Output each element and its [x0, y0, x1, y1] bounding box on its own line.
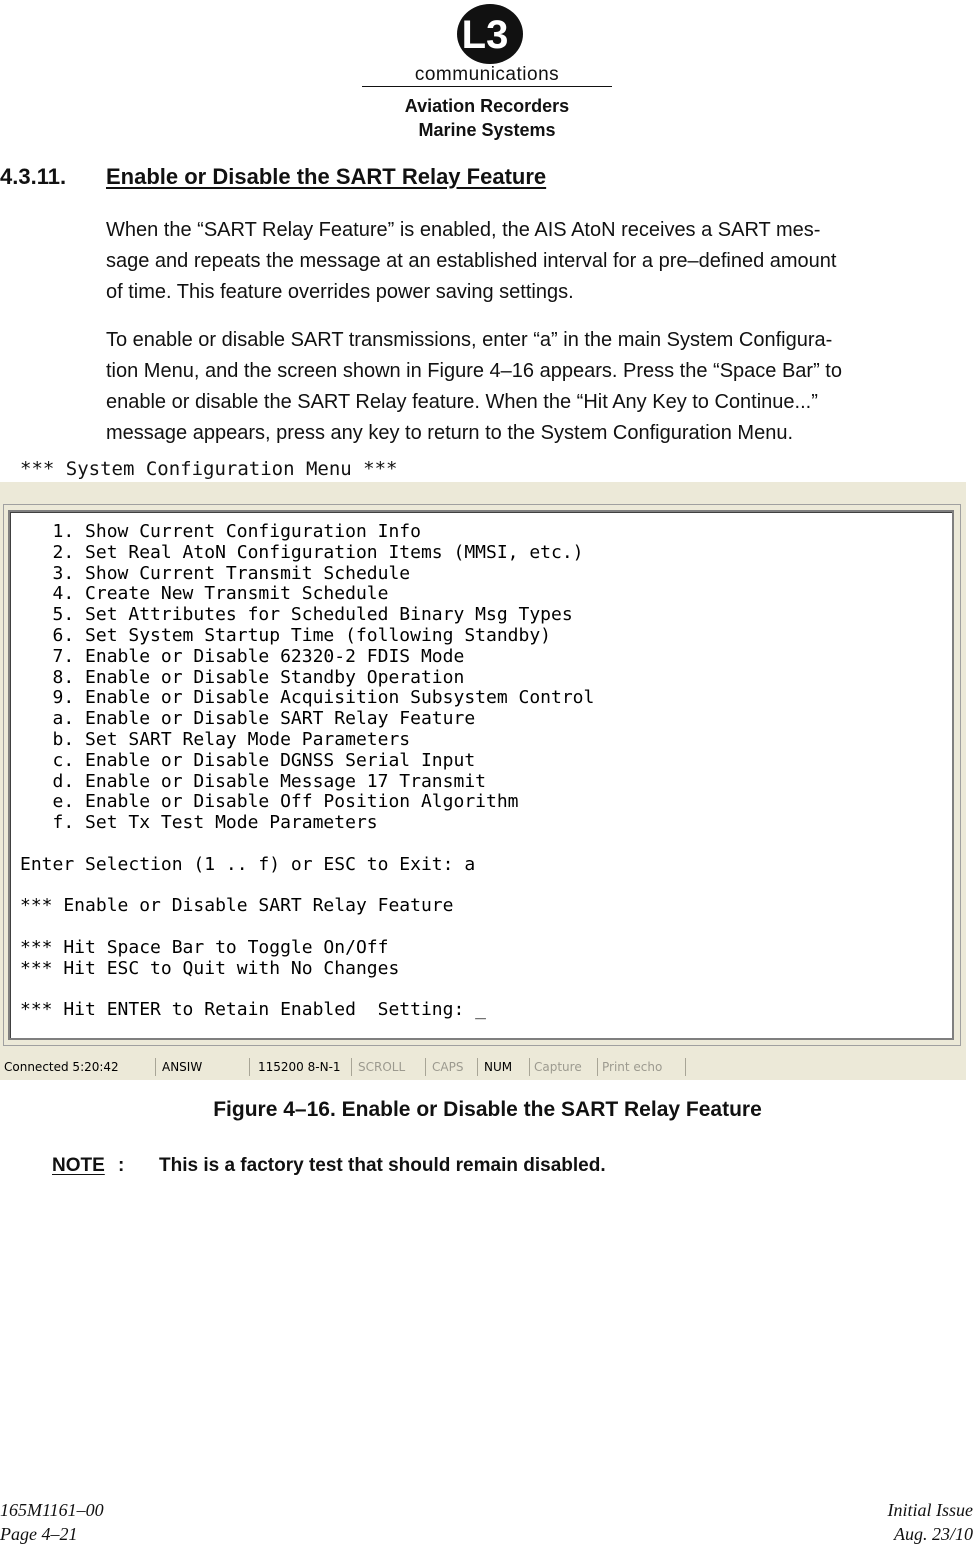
logo-mark: L3 [461, 13, 509, 57]
note-label: NOTE [52, 1155, 105, 1176]
terminal-line: b. Set SART Relay Mode Parameters [20, 728, 411, 750]
terminal-status-bar [0, 1056, 966, 1078]
terminal-line: *** Hit Space Bar to Toggle On/Off [20, 936, 389, 958]
status-scroll: SCROLL [356, 1058, 426, 1076]
terminal-line [20, 917, 594, 938]
terminal-line: 7. Enable or Disable 62320-2 FDIS Mode [20, 645, 465, 667]
status-num: NUM [482, 1058, 530, 1076]
terminal-line: *** Hit ENTER to Retain Enabled Setting: _ [20, 999, 486, 1021]
terminal-line: 4. Create New Transmit Schedule [20, 583, 389, 605]
terminal-screen[interactable] [8, 510, 954, 1040]
terminal-line: 5. Set Attributes for Scheduled Binary Msg Types [20, 604, 573, 626]
division-aviation: Aviation Recorders [404, 96, 570, 116]
terminal-line: a. Enable or Disable SART Relay Feature [20, 708, 476, 730]
terminal-line: 1. Show Current Configuration Info [20, 521, 421, 542]
terminal-line: 3. Show Current Transmit Schedule [20, 562, 411, 584]
paragraph-line: of time. This feature overrides power saving settings. [106, 281, 574, 303]
footer-doc-number: 165M1161–00 [0, 1500, 104, 1520]
section-title: Enable or Disable the SART Relay Feature [106, 164, 547, 189]
figure-caption [0, 1098, 975, 1122]
terminal-window [0, 458, 966, 1080]
status-caps: CAPS [430, 1058, 478, 1076]
terminal-line [20, 876, 594, 897]
terminal-line: f. Set Tx Test Mode Parameters [20, 812, 378, 834]
status-connected: Connected 5:20:42 [2, 1058, 156, 1076]
terminal-line: 2. Set Real AtoN Configuration Items (MMSI, etc.) [20, 541, 584, 563]
terminal-line: *** Hit ESC to Quit with No Changes [20, 957, 400, 979]
terminal-line: d. Enable or Disable Message 17 Transmit [20, 770, 486, 792]
l3-logo-icon [455, 2, 525, 66]
terminal-line [20, 980, 594, 1001]
paragraph-line: When the “SART Relay Feature” is enabled, the AIS AtoN receives a SART mes- [106, 219, 821, 241]
logo-wordmark: communications [414, 64, 560, 85]
terminal-line: e. Enable or Disable Off Position Algorithm [20, 791, 519, 813]
paragraph-line: tion Menu, and the screen shown in Figure 4–16 appears. Press the “Space Bar” to [106, 360, 842, 382]
terminal-scrollback-line [0, 458, 966, 482]
paragraph-sart-description [106, 215, 966, 308]
note-text: This is a factory test that should remain disabled. [159, 1155, 606, 1176]
terminal-top-line: *** System Configuration Menu *** [20, 458, 398, 480]
division-marine: Marine Systems [418, 120, 556, 140]
paragraph-line: sage and repeats the message at an established interval for a pre–defined amount [106, 250, 837, 272]
terminal-line: Enter Selection (1 .. f) or ESC to Exit: a [20, 853, 476, 875]
paragraph-instructions [106, 325, 966, 449]
footer-issue: Initial Issue [887, 1500, 973, 1520]
status-print-echo: Print echo [600, 1058, 686, 1076]
paragraph-line: message appears, press any key to return to the System Configuration Menu. [106, 422, 794, 444]
section-number: 4.3.11. [0, 164, 67, 189]
status-capture: Capture [532, 1058, 598, 1076]
note-colon: : [118, 1155, 125, 1176]
figure-caption-text: Figure 4–16. Enable or Disable the SART Relay Feature [213, 1098, 762, 1121]
terminal-line [20, 834, 594, 855]
terminal-line: c. Enable or Disable DGNSS Serial Input [20, 749, 476, 771]
terminal-output [20, 522, 594, 1021]
footer-page-number: Page 4–21 [0, 1524, 78, 1544]
terminal-line: 6. Set System Startup Time (following Standby) [20, 624, 552, 646]
terminal-line: 9. Enable or Disable Acquisition Subsystem Control [20, 687, 595, 709]
paragraph-line: To enable or disable SART transmissions, enter “a” in the main System Configura- [106, 329, 833, 351]
logo-divider [362, 86, 612, 87]
terminal-line: *** Enable or Disable SART Relay Feature [20, 895, 454, 917]
status-emulation: ANSIW [160, 1058, 250, 1076]
terminal-line: 8. Enable or Disable Standby Operation [20, 666, 465, 688]
paragraph-line: enable or disable the SART Relay feature. When the “Hit Any Key to Continue...” [106, 391, 818, 413]
footer-date: Aug. 23/10 [894, 1524, 973, 1544]
status-port-settings: 115200 8-N-1 [256, 1058, 352, 1076]
